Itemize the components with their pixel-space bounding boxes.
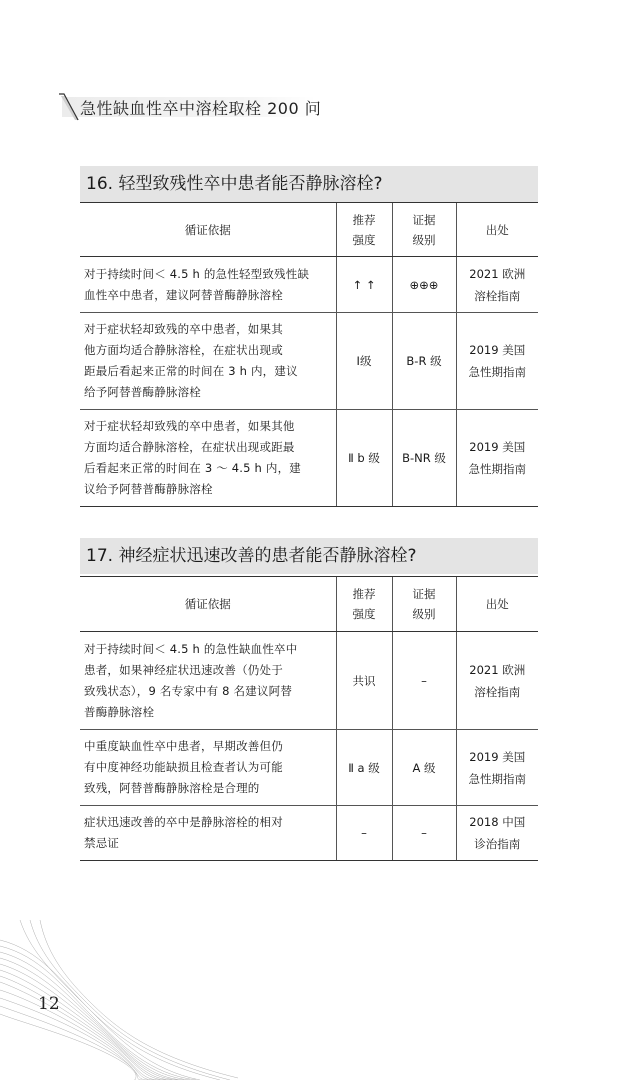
cell-basis: 中重度缺血性卒中患者，早期改善但仍 有中度神经功能缺损且检查者认为可能 致残，阿替普酶静脉溶栓是合理的 <box>80 730 336 806</box>
table-row <box>80 257 538 313</box>
table-row <box>80 632 538 730</box>
cell-basis: 对于症状轻却致残的卒中患者，如果其他 方面均适合静脉溶栓，在症状出现或距最 后看起来正常的时间在 3 ～ 4.5 h 内，建 议给予阿替普酶静脉溶栓 <box>80 410 336 507</box>
cell-level: – <box>392 806 456 861</box>
col-header-source: 出处 <box>456 577 538 632</box>
cell-source: 2021 欧洲 溶栓指南 <box>456 632 538 730</box>
cell-strength: 共识 <box>336 632 392 730</box>
table-row <box>80 410 538 507</box>
cell-level: B-NR 级 <box>392 410 456 507</box>
wave-lines-decoration <box>0 920 240 1080</box>
col-header-level: 证据 级别 <box>392 577 456 632</box>
running-header-title: 急性缺血性卒中溶栓取栓 200 问 <box>80 99 322 118</box>
cell-source: 2018 中国 诊治指南 <box>456 806 538 861</box>
col-header-level: 证据 级别 <box>392 203 456 257</box>
table-header-row <box>80 203 538 257</box>
cell-source: 2019 美国 急性期指南 <box>456 313 538 410</box>
cell-strength: Ⅱ a 级 <box>336 730 392 806</box>
col-header-basis: 循证依据 <box>80 577 336 632</box>
table-row <box>80 313 538 410</box>
cell-strength: – <box>336 806 392 861</box>
evidence-table-17 <box>80 576 538 861</box>
cell-strength: Ⅰ级 <box>336 313 392 410</box>
evidence-table-16 <box>80 202 538 507</box>
col-header-strength: 推荐 强度 <box>336 203 392 257</box>
cell-basis: 症状迅速改善的卒中是静脉溶栓的相对 禁忌证 <box>80 806 336 861</box>
cell-level: – <box>392 632 456 730</box>
page-number: 12 <box>38 994 60 1014</box>
cell-source: 2019 美国 急性期指南 <box>456 730 538 806</box>
col-header-basis: 循证依据 <box>80 203 336 257</box>
cell-source: 2019 美国 急性期指南 <box>456 410 538 507</box>
cell-strength: ↑ ↑ <box>336 257 392 313</box>
cell-source: 2021 欧洲 溶栓指南 <box>456 257 538 313</box>
cell-basis: 对于持续时间＜ 4.5 h 的急性轻型致残性缺 血性卒中患者，建议阿替普酶静脉溶栓 <box>80 257 336 313</box>
table-header-row <box>80 577 538 632</box>
cell-level: ⊕⊕⊕ <box>392 257 456 313</box>
col-header-source: 出处 <box>456 203 538 257</box>
col-header-strength: 推荐 强度 <box>336 577 392 632</box>
cell-basis: 对于持续时间＜ 4.5 h 的急性缺血性卒中 患者，如果神经症状迅速改善（仍处于 致残状态），9 名专家中有 8 名建议阿替 普酶静脉溶栓 <box>80 632 336 730</box>
cell-strength: Ⅱ b 级 <box>336 410 392 507</box>
cell-level: A 级 <box>392 730 456 806</box>
cell-basis: 对于症状轻却致残的卒中患者，如果其 他方面均适合静脉溶栓，在症状出现或 距最后看起来正常的时间在 3 h 内，建议 给予阿替普酶静脉溶栓 <box>80 313 336 410</box>
table-row <box>80 730 538 806</box>
table-row <box>80 806 538 861</box>
cell-level: B-R 级 <box>392 313 456 410</box>
question-17-title: 17. 神经症状迅速改善的患者能否静脉溶栓? <box>80 538 538 574</box>
question-16-title: 16. 轻型致残性卒中患者能否静脉溶栓? <box>80 166 538 202</box>
